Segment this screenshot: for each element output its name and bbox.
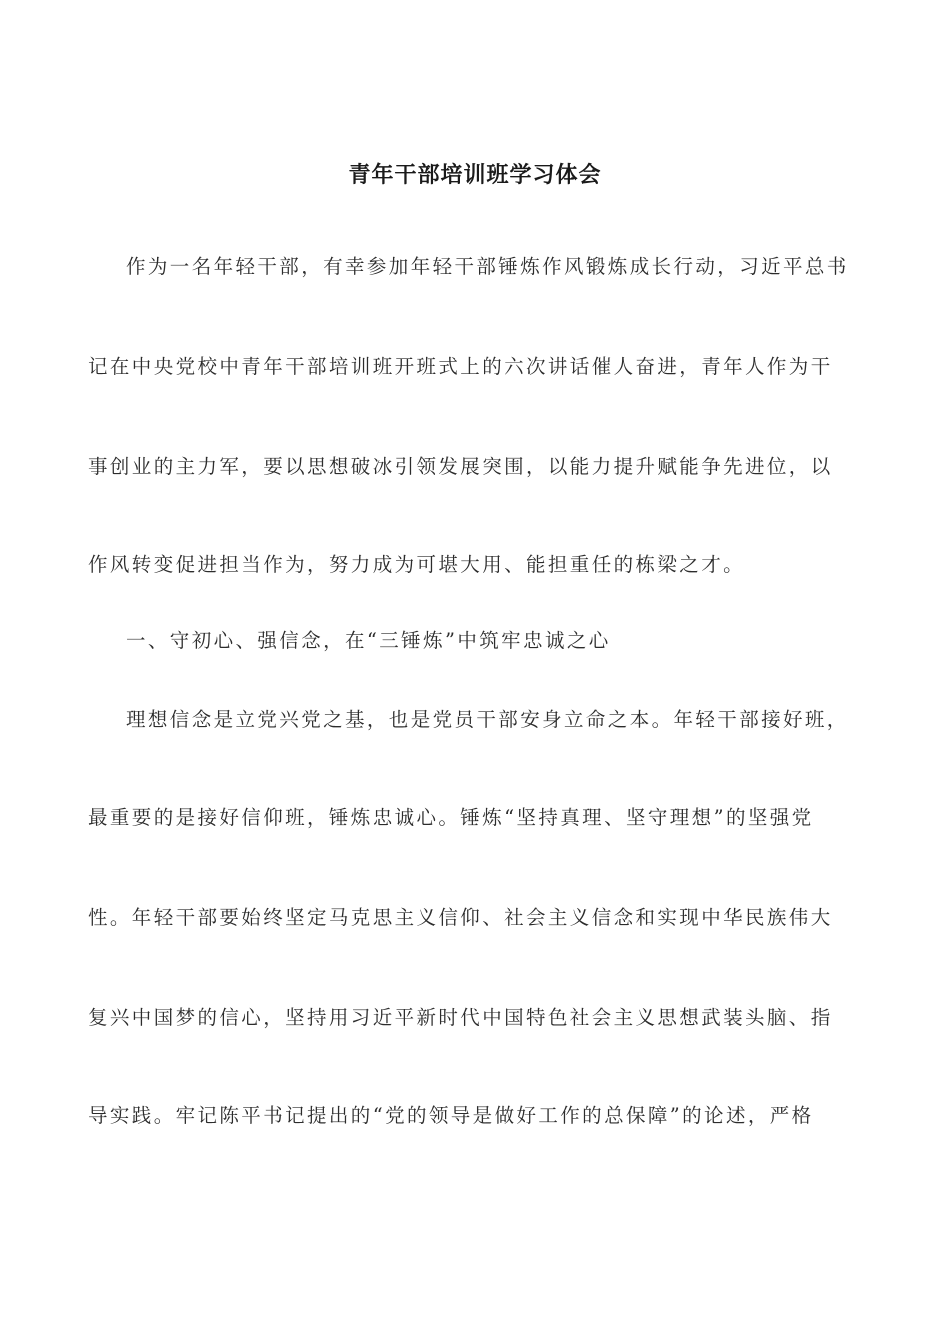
section-heading-1: 一、守初心、强信念，在“三锤炼”中筑牢忠诚之心 xyxy=(126,629,611,652)
paragraph-1-line-4: 作风转变促进担当作为，努力成为可堪大用、能担重任的栋梁之才。 xyxy=(88,553,746,576)
paragraph-2-line-3: 性。年轻干部要始终坚定马克思主义信仰、社会主义信念和实现中华民族伟大 xyxy=(88,906,833,929)
paragraph-2-line-2: 最重要的是接好信仰班，锤炼忠诚心。锤炼“坚持真理、坚守理想”的坚强党 xyxy=(88,806,814,829)
document-title: 青年干部培训班学习体会 xyxy=(348,162,602,188)
paragraph-2-line-1: 理想信念是立党兴党之基，也是党员干部安身立命之本。年轻干部接好班， xyxy=(126,708,849,731)
paragraph-2-line-4: 复兴中国梦的信心，坚持用习近平新时代中国特色社会主义思想武装头脑、指 xyxy=(88,1006,833,1029)
paragraph-2-line-5: 导实践。牢记陈平书记提出的“党的领导是做好工作的总保障”的论述，严格 xyxy=(88,1104,814,1127)
paragraph-1-line-2: 记在中央党校中青年干部培训班开班式上的六次讲话催人奋进，青年人作为干 xyxy=(88,355,833,378)
paragraph-1-line-3: 事创业的主力军，要以思想破冰引领发展突围，以能力提升赋能争先进位，以 xyxy=(88,455,833,478)
paragraph-1-line-1: 作为一名年轻干部，有幸参加年轻干部锤炼作风锻炼成长行动，习近平总书 xyxy=(126,255,849,278)
